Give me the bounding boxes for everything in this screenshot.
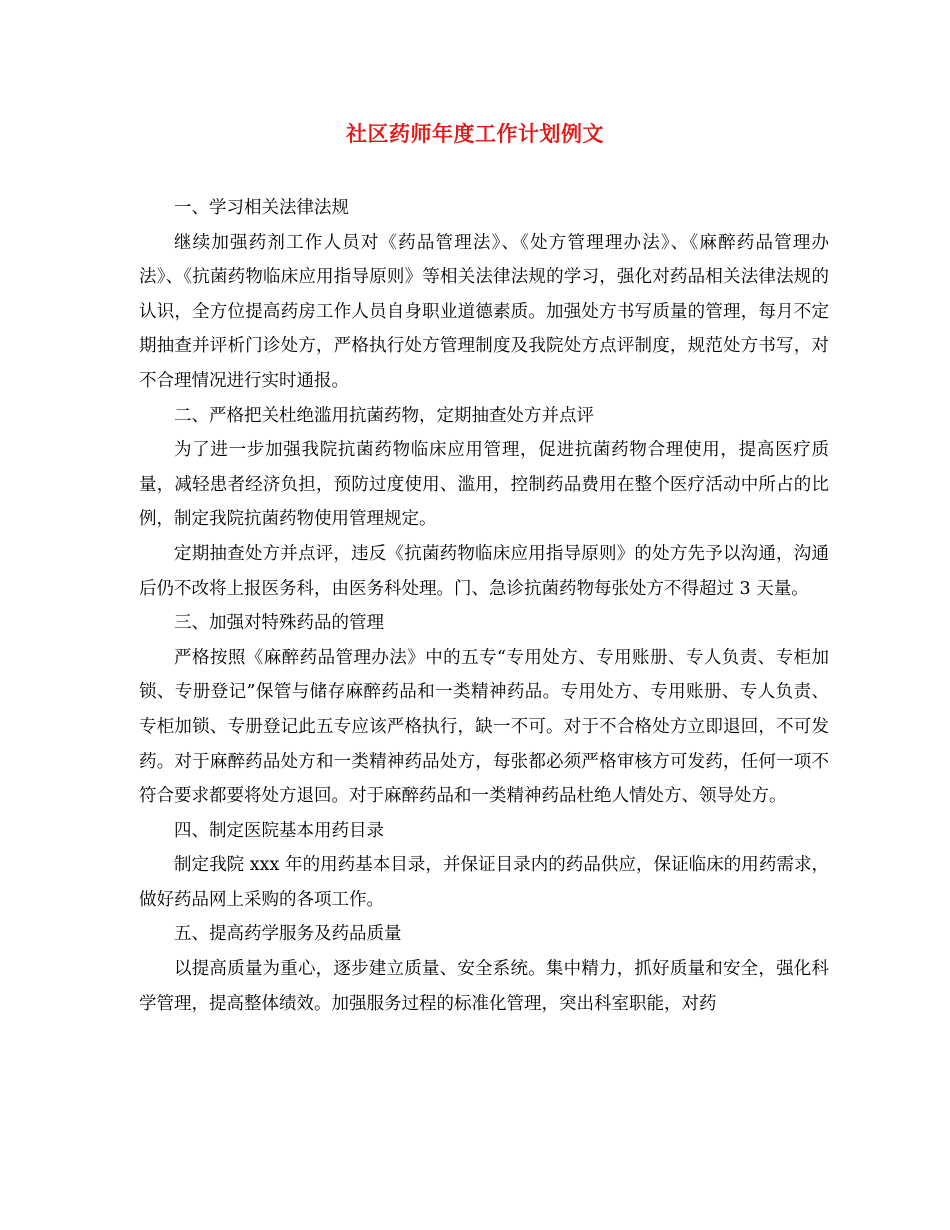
section-heading-2: 二、严格把关杜绝滥用抗菌药物，定期抽查处方并点评 (174, 405, 594, 426)
document-title: 社区药师年度工作计划例文 (346, 122, 604, 146)
section-heading-4: 四、制定医院基本用药目录 (174, 820, 384, 841)
paragraph-1: 继续加强药剂工作人员对《药品管理法》、《处方管理理办法》、《麻醉药品管理办法》、《抗菌药物临床应用指导原则》等相关法律法规的学习，强化对药品相关法律法规的认识，全方位提高药房工作人员自身职业道德素质。加强处方书写质量的管理，每月不定期抽查并评析门诊处方，严格执行处方管理制度及我院处方点评制度，规范处方书写，对不合理情况进行实时通报。 (139, 232, 829, 391)
section-heading-1: 一、学习相关法律法规 (174, 198, 349, 218)
paragraph-3: 定期抽查处方并点评，违反《抗菌药物临床应用指导原则》的处方先予以沟通，沟通后仍不改将上报医务科，由医务科处理。门、急诊抗菌药物每张处方不得超过 3 天量。 (139, 543, 829, 599)
section-heading-5: 五、提高药学服务及药品质量 (174, 924, 402, 945)
paragraph-5: 制定我院 xxx 年的用药基本目录，并保证目录内的药品供应，保证临床的用药需求，做好药品网上采购的各项工作。 (139, 855, 829, 910)
section-heading-3: 三、加强对特殊药品的管理 (174, 613, 384, 634)
paragraph-6: 以提高质量为重心，逐步建立质量、安全系统。集中精力，抓好质量和安全，强化科学管理，提高整体绩效。加强服务过程的标准化管理，突出科室职能，对药 (139, 959, 829, 1014)
paragraph-4: 严格按照《麻醉药品管理办法》中的五专“专用处方、专用账册、专人负责、专柜加锁、专册登记”保管与储存麻醉药品和一类精神药品。专用处方、专用账册、专人负责、专柜加锁、专册登记此五专应该严格执行，缺一不可。对于不合格处方立即退回，不可发药。对于麻醉药品处方和一类精神药品处方，每张都必须严格审核方可发药，任何一项不符合要求都要将处方退回。对于麻醉药品和一类精神药品杜绝人情处方、领导处方。 (139, 647, 829, 807)
paragraph-2: 为了进一步加强我院抗菌药物临床应用管理，促进抗菌药物合理使用，提高医疗质量，减轻患者经济负担，预防过度使用、滥用，控制药品费用在整个医疗活动中所占的比例，制定我院抗菌药物使用管理规定。 (139, 440, 829, 530)
document-body (139, 191, 829, 1021)
